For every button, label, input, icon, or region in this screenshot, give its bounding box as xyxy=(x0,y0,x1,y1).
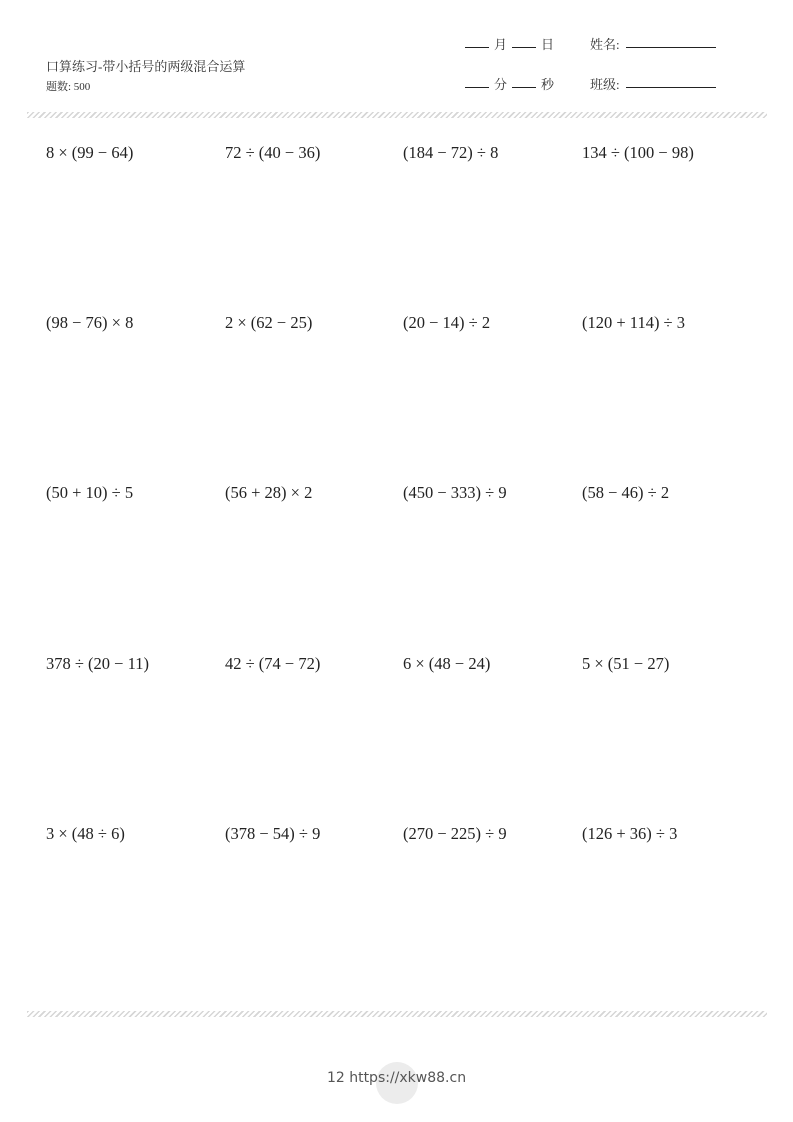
problem-item: (126 + 36) ÷ 3 xyxy=(582,824,678,843)
problem-item: 378 ÷ (20 − 11) xyxy=(46,654,149,673)
bottom-divider xyxy=(27,1011,767,1017)
problem-item: (56 + 28) × 2 xyxy=(225,483,313,502)
month-label: 月 xyxy=(494,37,508,52)
problem-item: (58 − 46) ÷ 2 xyxy=(582,483,670,502)
worksheet-title: 口算练习-带小括号的两级混合运算 xyxy=(46,59,246,74)
problem-item: (270 − 225) ÷ 9 xyxy=(403,824,507,843)
class-blank[interactable] xyxy=(626,87,716,88)
name-blank[interactable] xyxy=(626,47,716,48)
problem-item: 134 ÷ (100 − 98) xyxy=(582,143,694,162)
month-blank[interactable] xyxy=(465,47,489,48)
footer-page-url: 12 https://xkw88.cn xyxy=(326,1070,467,1086)
problem-item: 6 × (48 − 24) xyxy=(403,654,491,673)
second-label: 秒 xyxy=(541,77,555,92)
minute-label: 分 xyxy=(494,77,508,92)
problem-item: 3 × (48 ÷ 6) xyxy=(46,824,125,843)
problem-count: 题数: 500 xyxy=(46,81,91,93)
problem-item: 42 ÷ (74 − 72) xyxy=(225,654,321,673)
name-label: 姓名: xyxy=(590,37,620,52)
day-label: 日 xyxy=(541,37,555,52)
problem-item: (450 − 333) ÷ 9 xyxy=(403,483,507,502)
problem-item: (50 + 10) ÷ 5 xyxy=(46,483,134,502)
day-blank[interactable] xyxy=(512,47,536,48)
problem-item: 8 × (99 − 64) xyxy=(46,143,134,162)
minute-blank[interactable] xyxy=(465,87,489,88)
top-divider xyxy=(27,112,767,118)
second-blank[interactable] xyxy=(512,87,536,88)
problem-item: 5 × (51 − 27) xyxy=(582,654,670,673)
problem-item: (20 − 14) ÷ 2 xyxy=(403,313,491,332)
problem-item: (120 + 114) ÷ 3 xyxy=(582,313,685,332)
problem-item: 72 ÷ (40 − 36) xyxy=(225,143,321,162)
problem-item: (378 − 54) ÷ 9 xyxy=(225,824,321,843)
problem-item: 2 × (62 − 25) xyxy=(225,313,313,332)
problem-item: (184 − 72) ÷ 8 xyxy=(403,143,499,162)
class-label: 班级: xyxy=(590,77,620,92)
problem-item: (98 − 76) × 8 xyxy=(46,313,134,332)
